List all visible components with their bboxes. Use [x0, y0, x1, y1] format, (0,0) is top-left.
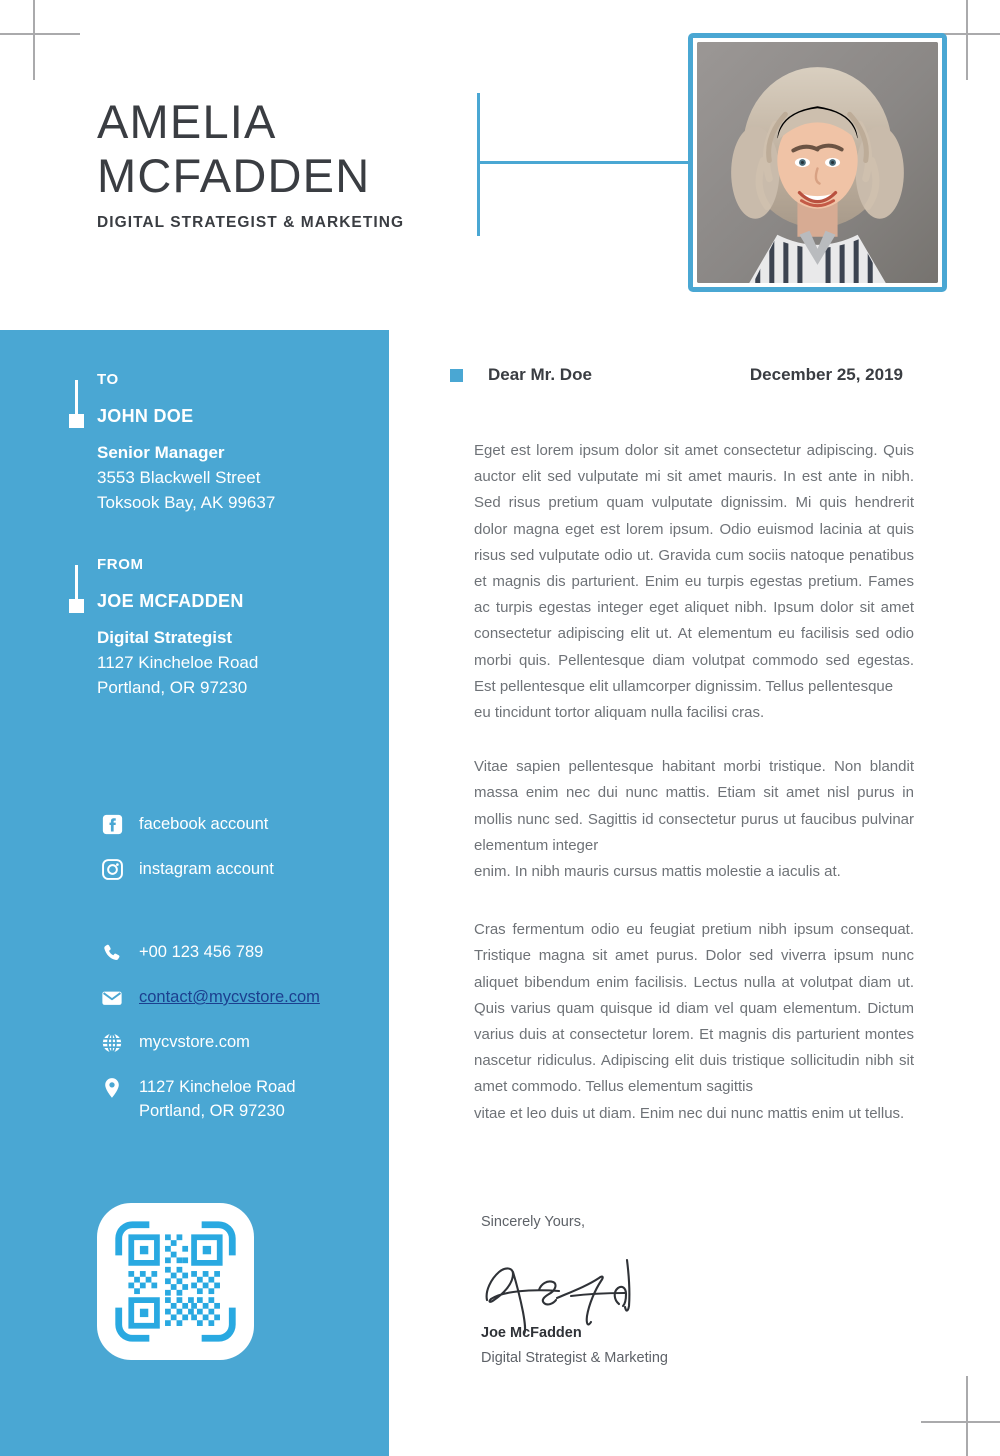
globe-icon: [97, 1030, 127, 1054]
sender-block: [97, 555, 258, 700]
location-pin-icon: [97, 1075, 127, 1099]
greeting-row: [450, 360, 920, 390]
contact-item-email[interactable]: [97, 985, 387, 1009]
contact-label-email[interactable]: contact@mycvstore.com: [139, 988, 320, 1006]
paragraph-3-last-line: vitae et leo duis ut diam. Enim nec dui nunc mattis enim ut tellus.: [474, 1104, 905, 1122]
contact-label-website: mycvstore.com: [139, 1033, 250, 1051]
signature-block: [481, 1212, 781, 1366]
sender-address-line-2: Portland, OR 97230: [97, 678, 248, 697]
letter-header: [0, 0, 1000, 330]
paragraph-2-text: Vitae sapien pellentesque habitant morbi tristique. Non blandit massa enim nec dui nunc mattis. Etiam sit amet nisl purus in mollis nunc sed. Sagittis id consectetur purus ut faucibus pulvinar elementum integer: [474, 758, 914, 854]
header-job-title: DIGITAL STRATEGIST & MARKETING: [97, 214, 405, 231]
decorative-horizontal-line: [477, 161, 692, 164]
paragraph-1-last-line: eu tincidunt tortor aliquam nulla facilisi cras.: [474, 704, 765, 722]
letter-date: December 25, 2019: [749, 365, 903, 384]
paragraph-2-last-line: enim. In nibh mauris cursus mattis molestie a iaculis at.: [474, 863, 841, 881]
signature-closing: Sincerely Yours,: [481, 1214, 585, 1230]
letter-paragraph-3: [474, 917, 914, 1127]
paragraph-3-text: Cras fermentum odio eu feugiat pretium nibh ipsum consequat. Tristique magna sit amet purus. Dolor sed viverra ipsum nunc aliquet bibendum enim facilisis. Lectus nulla at volutpat diam ut. Quis varius quam quisque id diam vel quam elementum. Dictum varius duis at consectetur lorem. Et magnis dis parturient montes nascetur ridiculus. Adipiscing elit duis tristique sollicitudin nibh sit amet commodo. Tellus elementum sagittis: [474, 921, 914, 1096]
sender-role: Digital Strategist: [97, 628, 233, 647]
sender-address-line-1: 1127 Kincheloe Road: [97, 653, 259, 672]
recipient-block: [97, 370, 275, 515]
paragraph-1-text: Eget est lorem ipsum dolor sit amet consectetur adipiscing. Quis auctor elit sed vulputate mi sit amet mauris. In est ante in nibh. Sed risus pretium quam vulputate dignissim. Mi quis hendrerit dolor magna eget est lorem ipsum. Odio euismod lacinia at quis risus sed vulputate odio ut. Gravida cum sociis natoque penatibus et magnis dis parturient. Enim eu turpis egestas pretium. Fames ac turpis egestas integer eget aliquet nibh. Ipsum dolor sit amet consectetur adipiscing elit ut. At elementum eu facilisis sed odio morbi quis. Pellentesque diam volutpat commodo sed egestas. Est pellentesque elit ullamcorper dignissim. Tellus pellentesque: [474, 442, 914, 695]
social-item-instagram[interactable]: [97, 857, 377, 881]
crop-mark-bottom-right-horizontal: [921, 1421, 1000, 1423]
pin-marker-icon: [69, 565, 85, 613]
signature-name: Joe McFadden: [481, 1325, 582, 1341]
pin-marker-icon: [69, 380, 85, 428]
greeting-group: [450, 365, 592, 385]
recipient-address-line-1: 3553 Blackwell Street: [97, 468, 261, 487]
contact-address-line-1: 1127 Kincheloe Road: [139, 1078, 296, 1096]
social-label-facebook: facebook account: [139, 815, 269, 833]
contact-label-phone: +00 123 456 789: [139, 943, 264, 961]
handwritten-signature: [479, 1234, 781, 1339]
contact-label-address: [127, 1075, 296, 1123]
contact-address-line-2: Portland, OR 97230: [139, 1102, 285, 1120]
social-label-instagram: instagram account: [139, 860, 274, 878]
greeting-text: Dear Mr. Doe: [488, 365, 592, 384]
contact-details: [97, 940, 387, 1144]
letter-paragraph-1: [474, 438, 914, 726]
contact-item-phone[interactable]: [97, 940, 387, 964]
email-icon: [97, 985, 127, 1009]
name-block: [97, 95, 404, 232]
crop-mark-bottom-right-vertical: [966, 1376, 968, 1456]
qr-code-icon[interactable]: [97, 1203, 254, 1360]
sidebar: [0, 330, 389, 1456]
contact-item-address[interactable]: [97, 1075, 387, 1123]
sender-name: JOE MCFADDEN: [97, 591, 244, 611]
square-bullet-icon: [450, 369, 463, 382]
recipient-address-line-2: Toksook Bay, AK 99637: [97, 493, 276, 512]
letter-body: [450, 360, 920, 1127]
phone-icon: [97, 940, 127, 964]
first-name: AMELIA: [97, 95, 277, 148]
sender-kicker: FROM: [97, 556, 144, 573]
last-name: MCFADDEN: [97, 149, 371, 202]
contact-item-website[interactable]: [97, 1030, 387, 1054]
facebook-icon: [97, 812, 127, 835]
recipient-role: Senior Manager: [97, 443, 225, 462]
signature-role: Digital Strategist & Marketing: [481, 1350, 668, 1366]
instagram-icon: [97, 857, 127, 880]
portrait-photo-frame: [688, 33, 947, 292]
letter-paragraph-2: [474, 754, 914, 885]
portrait-photo: [697, 42, 938, 283]
recipient-kicker: TO: [97, 371, 119, 388]
recipient-name: JOHN DOE: [97, 406, 194, 426]
decorative-vertical-line: [477, 93, 480, 236]
social-item-facebook[interactable]: [97, 812, 377, 836]
social-links: [97, 812, 377, 902]
